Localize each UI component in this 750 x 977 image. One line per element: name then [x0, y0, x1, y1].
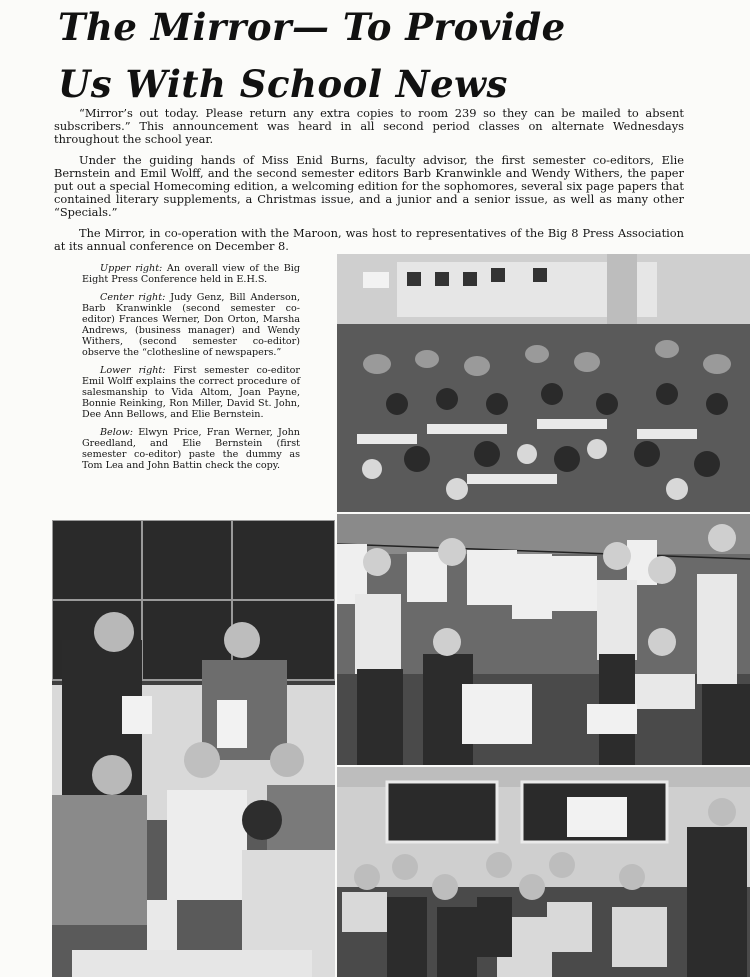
caption-label: Lower right: — [100, 365, 166, 376]
caption-label: Below: — [100, 427, 134, 438]
caption-text: First semester co-editor Emil Wolff explains the correct procedure of salesmanship to Vida Altom, Joan Payne, Bonnie Reinking, Ron Miller, David St. John, Dee Ann Bellows, and Elie Bernstein. — [82, 365, 300, 420]
article-paragraph-2: Under the guiding hands of Miss Enid Burns, faculty advisor, the first semester co-editors, Elie Bernstein and Emil Wolff, and the second semester editors Barb Kranwinkle and Wendy Withers, the paper put out a special Homecoming edition, a welcoming edition for the sophomores, several six page papers that contained literary supplements, a Christmas issue, and a junior and a senior issue, as well as many other “Specials.” — [54, 153, 684, 219]
caption-text: Elwyn Price, Fran Werner, John Greedland, and Elie Bernstein (first semester co-editor) paste the dummy as Tom Lea and John Battin check the copy. — [82, 427, 300, 471]
caption-text: An overall view of the Big Eight Press Conference held in E.H.S. — [82, 263, 300, 285]
page-title-line-1: The Mirror— To Provide — [58, 5, 566, 49]
caption-label: Upper right: — [100, 263, 163, 274]
photo-pasting-dummy — [52, 520, 335, 977]
caption-label: Center right: — [100, 292, 166, 303]
photo-clothesline-newspapers — [337, 514, 750, 765]
caption-below — [82, 427, 300, 471]
article-paragraph-1: “Mirror’s out today. Please return any extra copies to room 239 so they can be mailed to absent subscribers.” This announcement was heard in all second period classes on alternate Wednesdays throughout the school year. — [54, 106, 684, 146]
photo-salesmanship — [337, 767, 750, 977]
photo-press-conference — [337, 254, 750, 512]
photo-captions — [82, 263, 300, 478]
caption-lower-right — [82, 365, 300, 420]
article-paragraph-3: The Mirror, in co-operation with the Maroon, was host to representatives of the Big 8 Press Association at its annual conference on December 8. — [54, 226, 684, 253]
caption-upper-right — [82, 263, 300, 285]
article-body — [54, 107, 684, 261]
caption-center-right — [82, 292, 300, 358]
caption-text: Judy Genz, Bill Anderson, Barb Kranwinkle (second semester co-editor) Frances Werner, Don Orton, Marsha Andrews, (business manager) and Wendy Withers, (second semester co-editor) observe the “clothesline of newspapers.” — [82, 292, 300, 358]
page-title-line-2: Us With School News — [58, 62, 508, 106]
